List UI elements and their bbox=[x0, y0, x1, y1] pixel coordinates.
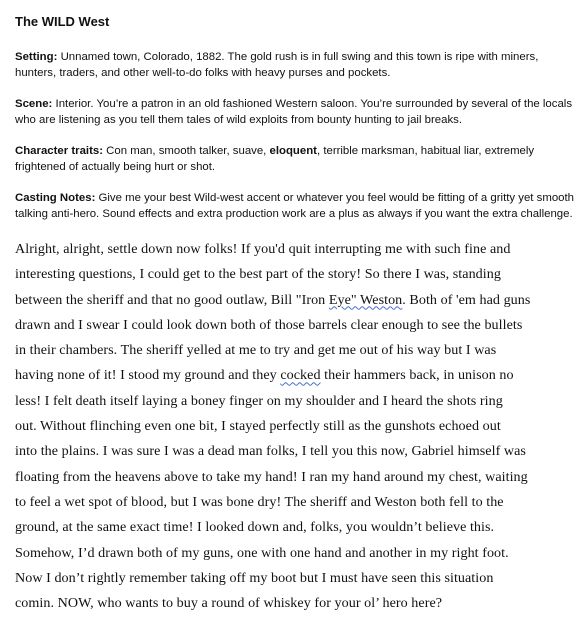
story-line: floating from the heavens above to take my hand! I ran my hand around my chest, waiting bbox=[15, 468, 528, 485]
traits-emphasis: eloquent bbox=[269, 145, 317, 157]
story-line: comin. NOW, who wants to buy a round of whiskey for your ol’ hero here? bbox=[15, 595, 443, 612]
story-line: interesting questions, I could get to the best part of the story! So there I was, standing bbox=[15, 266, 501, 283]
setting-paragraph bbox=[15, 49, 579, 81]
scene-paragraph bbox=[15, 96, 579, 128]
story-text: having none of it! I stood my ground and they bbox=[15, 367, 281, 384]
setting-label: Setting: bbox=[15, 51, 58, 63]
casting-paragraph bbox=[15, 190, 579, 222]
setting-text: Unnamed town, Colorado, 1882. The gold rush is in full swing and this town is ripe with miners, hunters, traders, and other well-to-do folks with heavy purses and pockets. bbox=[15, 51, 539, 79]
story-line: to feel a wet spot of blood, but I was bone dry! The sheriff and Weston both fell to the bbox=[15, 493, 504, 510]
traits-paragraph bbox=[15, 143, 579, 175]
story-text: between the sheriff and that no good outlaw, Bill "Iron bbox=[15, 291, 329, 308]
story-line: into the plains. I was sure I was a dead man folks, I tell you this now, Gabriel himself was bbox=[15, 443, 526, 460]
traits-label: Character traits: bbox=[15, 145, 103, 157]
story-line: in their chambers. The sheriff yelled at me to try and get me out of his way but I was bbox=[15, 342, 497, 359]
story-line: Alright, alright, settle down now folks! If you'd quit interrupting me with such fine and bbox=[15, 241, 511, 257]
traits-text-before: Con man, smooth talker, suave, bbox=[103, 145, 270, 157]
story-line: drawn and I swear I could look down both of those barrels clear enough to see the bullets bbox=[15, 316, 523, 333]
scene-label: Scene: bbox=[15, 98, 53, 110]
story-line bbox=[15, 288, 579, 313]
story-line: Somehow, I’d drawn both of my guns, one with one hand and another in my right foot. bbox=[15, 544, 509, 561]
story-line: out. Without flinching even one bit, I stayed perfectly still as the gunshots echoed out bbox=[15, 418, 501, 435]
story-line: Now I don’t rightly remember taking off my boot but I must have seen this situation bbox=[15, 569, 494, 586]
story-paragraph bbox=[15, 237, 579, 616]
story-line: less! I felt death itself laying a boney finger on my shoulder and I heard the shots ring bbox=[15, 392, 503, 409]
spellcheck-flag[interactable]: cocked bbox=[280, 367, 321, 384]
casting-text: Give me your best Wild-west accent or whatever you feel would be fitting of a gritty yet smooth talking anti-hero. Sound effects and extra production work are a plus as always if you want the extra challenge. bbox=[15, 192, 574, 220]
story-line: ground, at the same exact time! I looked down and, folks, you wouldn’t believe this. bbox=[15, 519, 495, 536]
scene-text: Interior. You’re a patron in an old fashioned Western saloon. You’re surrounded by several of the locals who are listening as you tell them tales of wild exploits from bounty hunting to jail breaks. bbox=[15, 98, 573, 126]
story-text: their hammers back, in unison no bbox=[320, 367, 514, 384]
story-line bbox=[15, 363, 579, 388]
document bbox=[15, 10, 579, 616]
casting-label: Casting Notes: bbox=[15, 192, 96, 204]
traits-text-after: , terrible marksman, habitual liar, extremely frightened of actually being hurt or shot. bbox=[15, 145, 535, 173]
spellcheck-flag[interactable]: Eye" Weston bbox=[328, 291, 403, 308]
document-title: The WILD West bbox=[15, 14, 110, 29]
story-text: . Both of 'em had guns bbox=[402, 291, 531, 308]
